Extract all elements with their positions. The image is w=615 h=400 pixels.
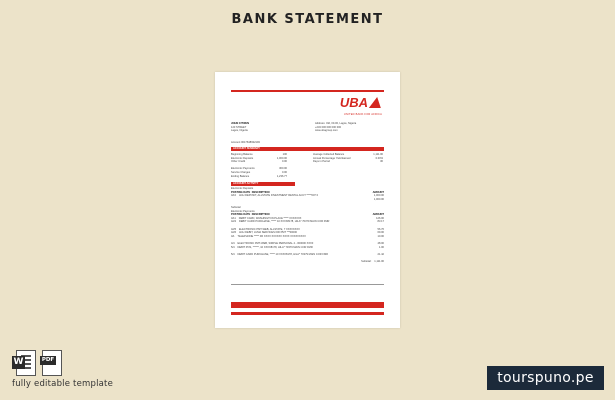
- row-desc: TELEPHONE ***** FR XXXX XXXXXX XXXX XXXXXXXXX: [237, 234, 306, 238]
- bank-address-block: [315, 122, 356, 133]
- row-desc: DEBIT POS, ******, 10 XXXX8178, HILA* 70379 MAIN COR FMR: [237, 245, 313, 249]
- summary-value: 1,111.00: [373, 153, 383, 156]
- payments-section: [231, 206, 384, 264]
- row-desc: DEBIT CARD, WASHINGTON PLACE ***** XXXXXXX: [238, 216, 302, 220]
- summary-value: 0.00: [281, 160, 287, 164]
- row-date: 4/22: [231, 220, 237, 224]
- row-desc: DEBIT CARD PURCHASE, ***** 10 XXXX8178, HILA* 70379 MAIN COR FMR: [238, 220, 330, 224]
- row-date: 4/11: [231, 216, 236, 220]
- summary-value: 100: [282, 153, 287, 156]
- bank-address-line3: www.ubagroup.com: [315, 129, 338, 133]
- row-desc: ELECTRONIC PMT-WEB, SIMPLE PERSONAL 4 - 000000 XXXF: [237, 241, 314, 245]
- col-desc: DESCRIPTION: [251, 213, 270, 217]
- row-desc: ACH DEBIT, LUMA SERVICES 000 PMT ***00000: [238, 231, 297, 235]
- payments-total: 1,111.00: [374, 259, 384, 263]
- summary-left: [231, 153, 287, 178]
- summary-label: Annual Percentage Yield Earned: [313, 156, 351, 160]
- bank-logo: [340, 94, 382, 116]
- summary-label: Ending Balance: [231, 174, 250, 178]
- footer-bar: [231, 302, 384, 308]
- col-date: POSTING DATE: [231, 190, 251, 194]
- customer-name: JOHN CITIZEN: [231, 122, 250, 125]
- summary-label: Service Charges: [231, 170, 251, 174]
- summary-label: Beginning Balance: [231, 153, 253, 156]
- summary-label: Electronic Deposits: [231, 156, 254, 160]
- summary-value: 0.00: [281, 170, 287, 174]
- payments-total-label: Subtotal:: [361, 259, 372, 263]
- statement-preview: [215, 72, 400, 328]
- deposits-section: [231, 187, 384, 201]
- deposits-label: Electronic Deposits: [231, 187, 254, 190]
- summary-value: 30: [380, 160, 383, 164]
- col-amount: AMOUNT: [372, 213, 384, 217]
- summary-value: 1,000.00: [276, 156, 287, 160]
- header-bar: [231, 90, 384, 92]
- account-number: Account 0017648932193: [231, 141, 260, 144]
- word-icon: W: [12, 350, 34, 376]
- row-amount: 69.00: [377, 231, 384, 235]
- row-desc: ELECTRONIC PMT-WEB, ALLSTATE, 7 XXXXXXXX: [238, 227, 300, 231]
- row-date: 4/4: [231, 241, 235, 245]
- row-date: 4/10: [231, 194, 237, 198]
- row-amount: 48.00: [377, 241, 384, 245]
- row-amount: 83.17: [377, 220, 384, 224]
- row-amount: 1,000.00: [373, 194, 384, 198]
- row-date: 4/25: [231, 227, 237, 231]
- page-title: BANK STATEMENT: [231, 12, 384, 27]
- customer-line1: 123 STREET: [231, 125, 247, 129]
- row-date: 5/4: [231, 252, 235, 256]
- row-amount: 1.00: [378, 245, 384, 249]
- divider: [231, 284, 384, 285]
- activity-header: ACCOUNT ACTIVITY: [231, 182, 295, 186]
- row-date: 4/1: [231, 234, 235, 238]
- row-amount: 126.00: [376, 216, 384, 220]
- logo-mark-icon: [369, 97, 383, 108]
- row-amount: 10.00: [377, 234, 384, 238]
- row-desc: DEBIT CARD PURCHASE, ***** 10 XXXX8178, HILA* 70379 MAIN COR FMR: [237, 252, 328, 256]
- bank-address-line1: Address: Old, 00-00, Lagos, Nigeria: [315, 122, 357, 125]
- customer-block: [231, 122, 249, 133]
- summary-label: Average Collected Balance: [313, 153, 345, 156]
- footer-bar-thin: [231, 312, 384, 315]
- payments-label: Electronic Payments: [231, 209, 255, 213]
- row-desc: ACH DEPOSIT, ALLSTATE INVESTMENT RENTAL ACCT *****007 0: [238, 194, 319, 198]
- col-desc: DESCRIPTION: [251, 190, 270, 194]
- row-date: 5/4: [231, 245, 235, 249]
- col-date: POSTING DATE: [231, 213, 251, 217]
- col-amount: AMOUNT: [372, 190, 384, 194]
- summary-label: Other Credit: [231, 160, 246, 164]
- row-date: 4/26: [231, 231, 237, 235]
- customer-line2: Lagos, Nigeria: [231, 129, 248, 133]
- logo-tagline: UNITED BANK FOR AFRICA: [343, 113, 382, 116]
- deposits-total: 1,000.00: [373, 197, 384, 201]
- row-amount: 56.76: [377, 227, 384, 231]
- summary-label: Days in Period: [313, 160, 330, 164]
- summary-right: [313, 153, 383, 164]
- summary-value: 0.00%: [375, 156, 383, 160]
- bank-address-line2: +234 000 000 000 000: [315, 125, 342, 129]
- pdf-icon: PDF: [40, 350, 62, 376]
- summary-value: 1,236.77: [276, 174, 287, 178]
- row-amount: 21.42: [377, 252, 384, 256]
- summary-label: Electronic Payments: [231, 167, 255, 171]
- editable-caption: fully editable template: [12, 379, 114, 389]
- file-format-icons: [12, 350, 62, 376]
- subtotal-label: Subtotal: [231, 206, 241, 209]
- summary-header: ACCOUNT SUMMARY: [231, 147, 384, 151]
- summary-value: 300.00: [279, 167, 287, 171]
- logo-text: UBA: [339, 95, 368, 110]
- brand-badge[interactable]: tourspuno.pe: [487, 366, 604, 390]
